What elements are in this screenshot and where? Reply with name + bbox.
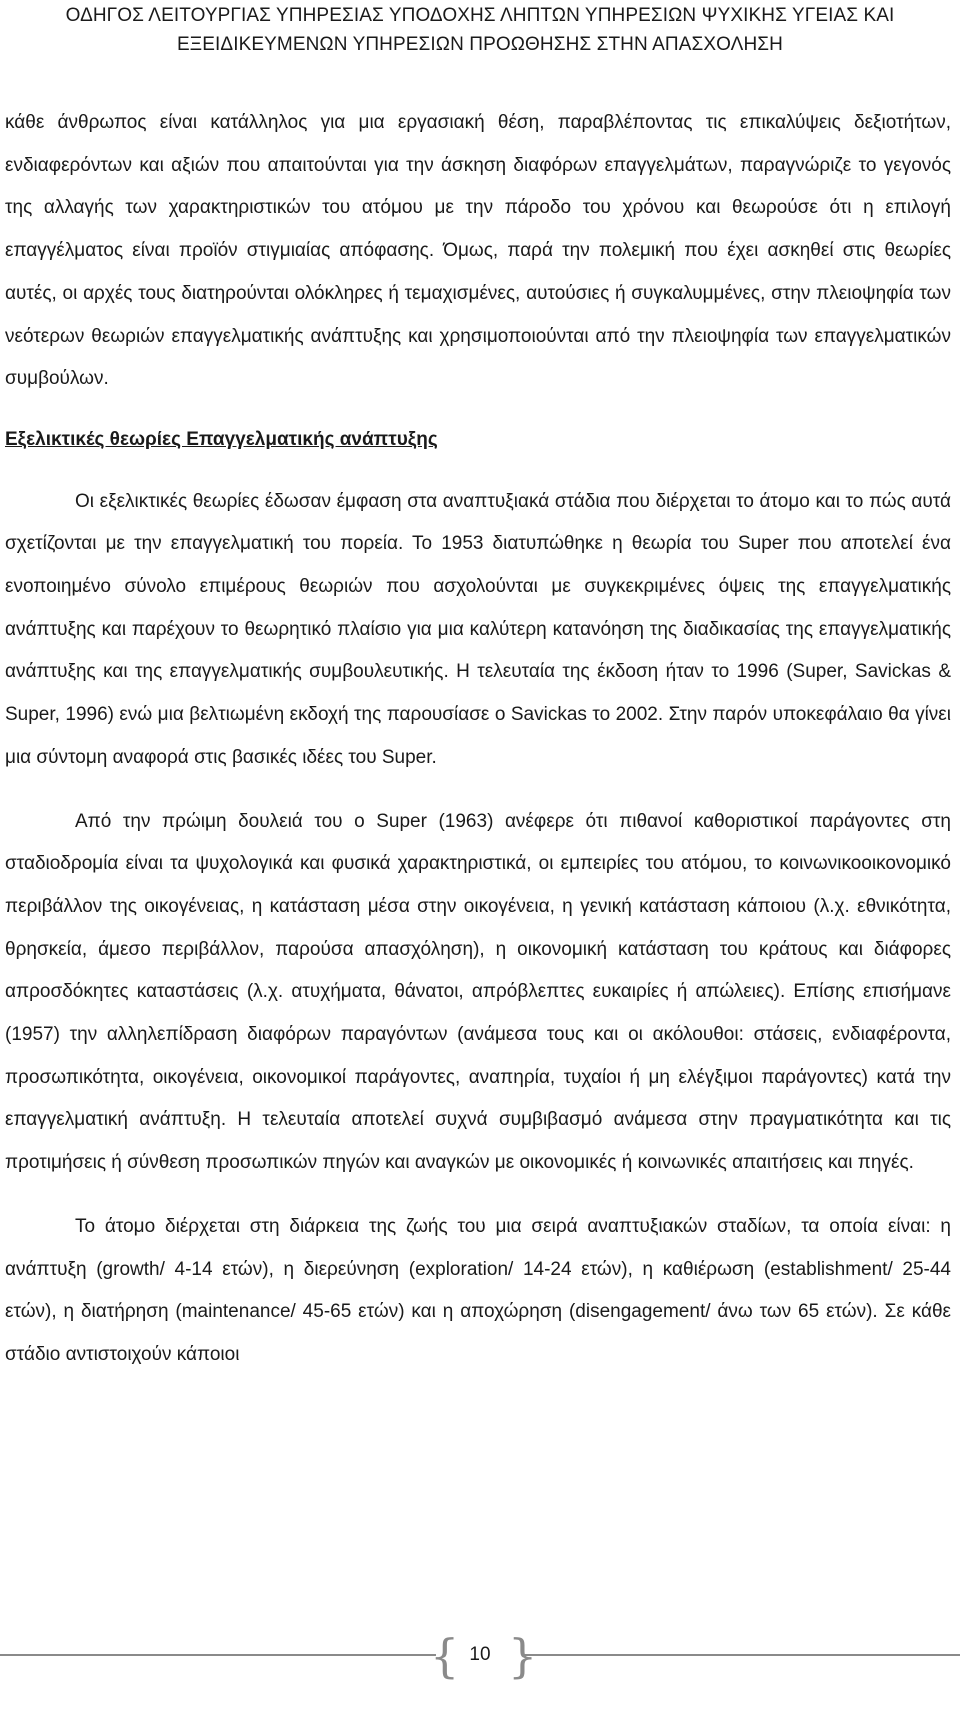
- page-footer: [0, 1626, 960, 1686]
- section-heading: Εξελικτικές θεωρίες Επαγγελματικής ανάπτυξης: [5, 428, 438, 450]
- running-header: [0, 0, 960, 59]
- footer-rule-right: [524, 1654, 960, 1656]
- header-line-2: ΕΞΕΙΔΙΚΕΥΜΕΝΩΝ ΥΠΗΡΕΣΙΩΝ ΠΡΟΩΘΗΣΗΣ ΣΤΗΝ ΑΠΑΣΧΟΛΗΣΗ: [177, 34, 783, 55]
- paragraph: Το άτομο διέρχεται στη διάρκεια της ζωής του μια σειρά αναπτυξιακών σταδίων, τα οποία είναι: η ανάπτυξη (growth/ 4-14 ετών), η διερεύνηση (exploration/ 14-24 ετών), η καθιέρωση (establishment/ 25-44 ετών), η διατήρηση (maintenance/ 45-65 ετών) και η αποχώρηση (disengagement/ άνω των 65 ετών). Σε κάθε στάδιο αντιστοιχούν κάποιοι: [5, 1215, 951, 1365]
- right-brace-icon: }: [508, 1629, 538, 1683]
- header-line-1: ΟΔΗΓΟΣ ΛΕΙΤΟΥΡΓΙΑΣ ΥΠΗΡΕΣΙΑΣ ΥΠΟΔΟΧΗΣ ΛΗΠΤΩΝ ΥΠΗΡΕΣΙΩΝ ΨΥΧΙΚΗΣ ΥΓΕΙΑΣ ΚΑΙ: [65, 5, 895, 26]
- left-brace-icon: {: [430, 1629, 460, 1683]
- document-body: [5, 102, 951, 1377]
- paragraph: Από την πρώιμη δουλειά του ο Super (1963) ανέφερε ότι πιθανοί καθοριστικοί παράγοντες στη σταδιοδρομία είναι τα ψυχολογικά και φυσικά χαρακτηριστικά, οι εμπειρίες του ατόμου, το κοινωνικοοικονομικό περιβάλλον της οικογένειας, η κατάσταση μέσα στην οικογένεια, η γενική κατάσταση κάποιου (λ.χ. εθνικότητα, θρησκεία, άμεσο περιβάλλον, παρούσα απασχόληση), η οικονομική κατάσταση του κράτους και διάφορες απροσδόκητες καταστάσεις (λ.χ. ατυχήματα, θάνατοι, απρόβλεπτες ευκαιρίες ή απώλειες). Επίσης επισήμανε (1957) την αλληλεπίδραση διαφόρων παραγόντων (ανάμεσα τους και οι ακόλουθοι: στάσεις, ενδιαφέροντα, προσωπικότητα, οικογένεια, οικονομικοί παράγοντες, αναπηρία, τυχαίοι ή μη ελέγξιμοι παράγοντες) κατά την επαγγελματική ανάπτυξη. Η τελευταία αποτελεί συχνά συμβιβασμό ανάμεσα στην πραγματικότητα και τις προτιμήσεις ή σύνθεση προσωπικών πηγών και αναγκών με οικονομικές ή κοινωνικές απαιτήσεις και πηγές.: [5, 810, 951, 1174]
- footer-rule-left: [0, 1654, 436, 1656]
- paragraph: Οι εξελικτικές θεωρίες έδωσαν έμφαση στα αναπτυξιακά στάδια που διέρχεται το άτομο και το πώς αυτά σχετίζονται με την επαγγελματική του πορεία. Το 1953 διατυπώθηκε η θεωρία του Super που αποτελεί ένα ενοποιημένο σύνολο επιμέρους θεωριών που ασχολούνται με συγκεκριμένες όψεις της επαγγελματικής ανάπτυξης και παρέχουν το θεωρητικό πλαίσιο για μια καλύτερη κατανόηση της διαδικασίας της επαγγελματικής ανάπτυξης και της επαγγελματικής συμβουλευτικής. Η τελευταία της έκδοση ήταν το 1996 (Super, Savickas & Super, 1996) ενώ μια βελτιωμένη εκδοχή της παρουσίασε ο Savickas το 2002. Στην παρόν υποκεφάλαιο θα γίνει μια σύντομη αναφορά στις βασικές ιδέες του Super.: [5, 490, 951, 768]
- paragraph: κάθε άνθρωπος είναι κατάλληλος για μια εργασιακή θέση, παραβλέποντας τις επικαλύψεις δεξιοτήτων, ενδιαφερόντων και αξιών που απαιτούνται για την άσκηση διαφόρων επαγγελμάτων, παραγνώριζε το γεγονός της αλλαγής των χαρακτηριστικών του ατόμου με την πάροδο του χρόνου και θεωρούσε ότι η επιλογή επαγγέλματος είναι προϊόν στιγμιαίας απόφασης. Όμως, παρά την πολεμική που έχει ασκηθεί στις θεωρίες αυτές, οι αρχές τους διατηρούνται ολόκληρες ή τεμαχισμένες, αυτούσιες ή συγκαλυμμένες, στην πλειοψηφία των νεότερων θεωριών επαγγελματικής ανάπτυξης και χρησιμοποιούνται από την πλειοψηφία των επαγγελματικών συμβούλων.: [5, 112, 951, 390]
- page-number: 10: [469, 1644, 491, 1665]
